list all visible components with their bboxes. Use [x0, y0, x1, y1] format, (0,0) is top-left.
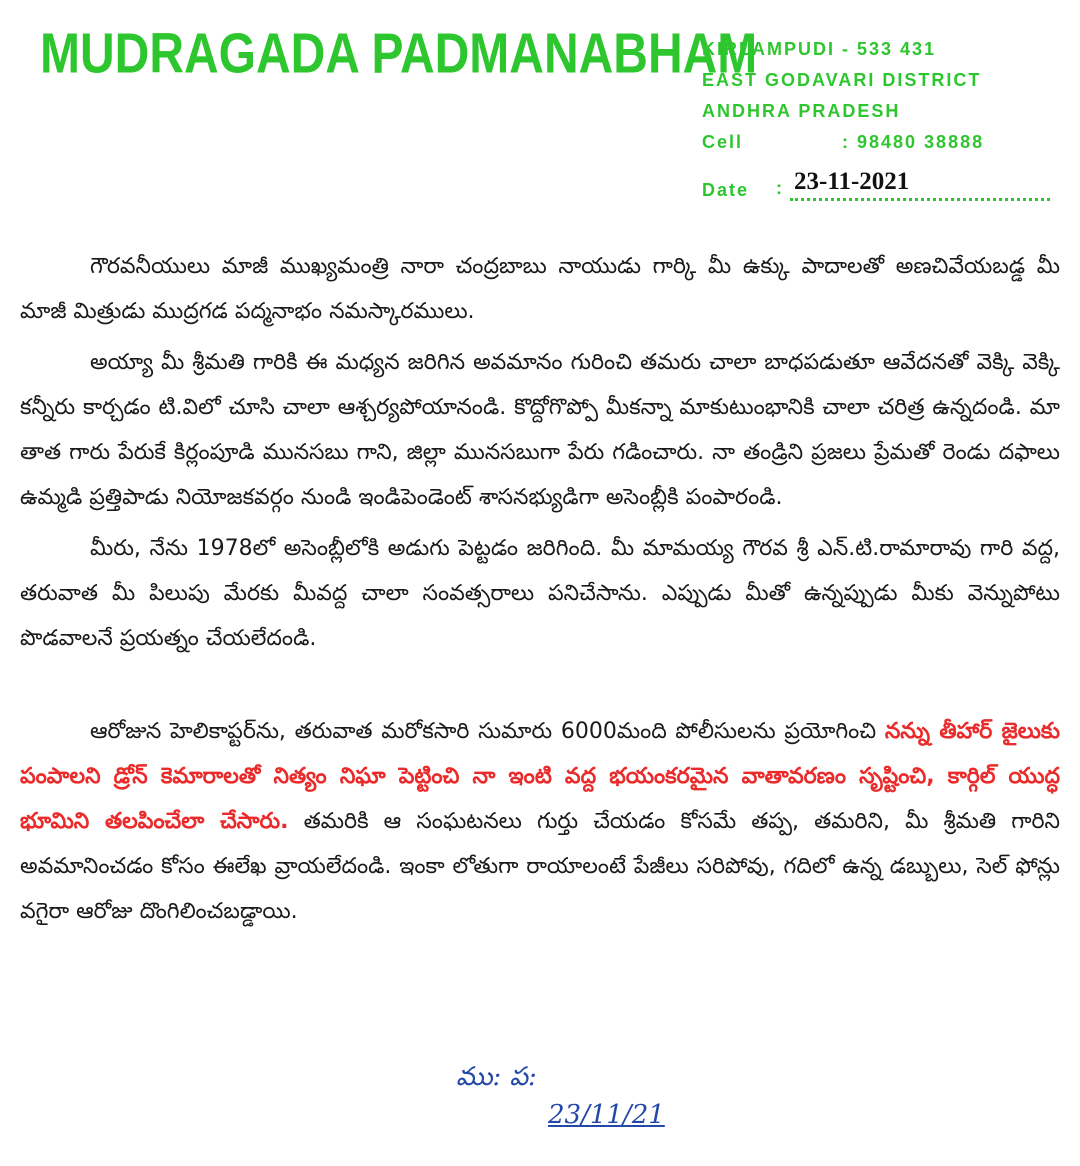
paragraph-greeting: గౌరవనీయులు మాజీ ముఖ్యమంత్రి నారా చంద్రబాబు నాయుడు గార్కి మీ ఉక్కు పాదాలతో అణచివేయబడ్డ మీ మాజీ మిత్రుడు ముద్రగడ పద్మనాభం నమస్కారములు.: [20, 254, 1060, 324]
address-line-district: EAST GODAVARI DISTRICT: [702, 70, 982, 90]
letterhead-name: MUDRAGADA PADMANABHAM: [40, 23, 758, 86]
date-label: Date: [702, 180, 750, 200]
address-line-village: KIRLAMPUDI - 533 431: [702, 39, 937, 59]
date-value: 23-11-2021: [794, 168, 910, 195]
paragraph-assembly: మీరు, నేను 1978లో అసెంబ్లీలోకి అడుగు పెట్టడం జరిగింది. మీ మామయ్య గౌరవ శ్రీ ఎన్.టి.రామారావు గారి వద్ద, తరువాత మీ పిలుపు మేరకు మీవద్ద చాలా సంవత్సరాలు పనిచేసాను. ఎప్పుడు మీతో ఉన్నప్పుడు మీకు వెన్నుపోటు పొడవాలనే ప్రయత్నం చేయలేదండి.: [20, 536, 1060, 651]
letterhead-address: [702, 34, 984, 158]
date-colon: :: [776, 178, 782, 198]
cell-row: [702, 127, 984, 158]
paragraph-incident: [20, 709, 1060, 934]
signature-initials: ము: ప:: [456, 1062, 537, 1092]
letter-body: [20, 244, 1060, 934]
paragraph-history: అయ్యా మీ శ్రీమతి గారికి ఈ మధ్యన జరిగిన అవమానం గురించి తమరు చాలా బాధపడుతూ ఆవేదనతో వెక్కి వెక్కి కన్నీరు కార్చడం టి.విలో చూసి చాలా ఆశ్చర్యపోయానండి. కొద్దోగొప్పో మీకన్నా మాకుటుంభానికి చాలా చరిత్ర ఉన్నదండి. మా తాత గారు పేరుకే కిర్లంపూడి మునసబు గాని, జిల్లా మునసబుగా పేరు గడించారు. నా తండ్రిని ప్రజలు ప్రేమతో రెండు దఫాలు ఉమ్మడి ప్రత్తిపాడు నియోజకవర్గం నుండి ఇండిపెండెంట్ శాసనభ్యుడిగా అసెంబ్లీకి పంపారండి.: [20, 350, 1060, 510]
address-line-state: ANDHRA PRADESH: [702, 101, 901, 121]
incident-text-end: తమరికి ఆ సంఘటనలు గుర్తు చేయడం కోసమే తప్ప, తమరిని, మీ శ్రీమతి గారిని అవమానించడం కోసం ఈలేఖ వ్రాయలేదండి. ఇంకా లోతుగా రాయాలంటే పేజీలు సరిపోవు, గదిలో ఉన్న డబ్బులు, సెల్ ఫోన్లు వగైరా ఆరోజు దొంగిలించబడ్డాయి.: [20, 809, 1060, 924]
incident-highlight: నన్ను తీహార్ జైలుకు పంపాలని డ్రోన్ కెమారాలతో నిత్యం నిఘా పెట్టించి నా ఇంటి వద్ద భయంకరమైన వాతావరణం సృష్టించి, కార్గిల్ యుద్ధ భూమిని తలపించేలా చేసారు.: [20, 719, 1061, 834]
cell-label: Cell: [702, 132, 744, 152]
incident-text-start: ఆరోజున హెలికాప్టర్‌ను, తరువాత మరోకసారి సుమారు 6000మంది పోలీసులను ప్రయోగించి: [90, 719, 877, 744]
signature-date: 23/11/21: [548, 1100, 665, 1130]
date-dotted-line: [790, 198, 1050, 201]
cell-number: : 98480 38888: [842, 132, 985, 152]
date-row: [702, 168, 1052, 204]
